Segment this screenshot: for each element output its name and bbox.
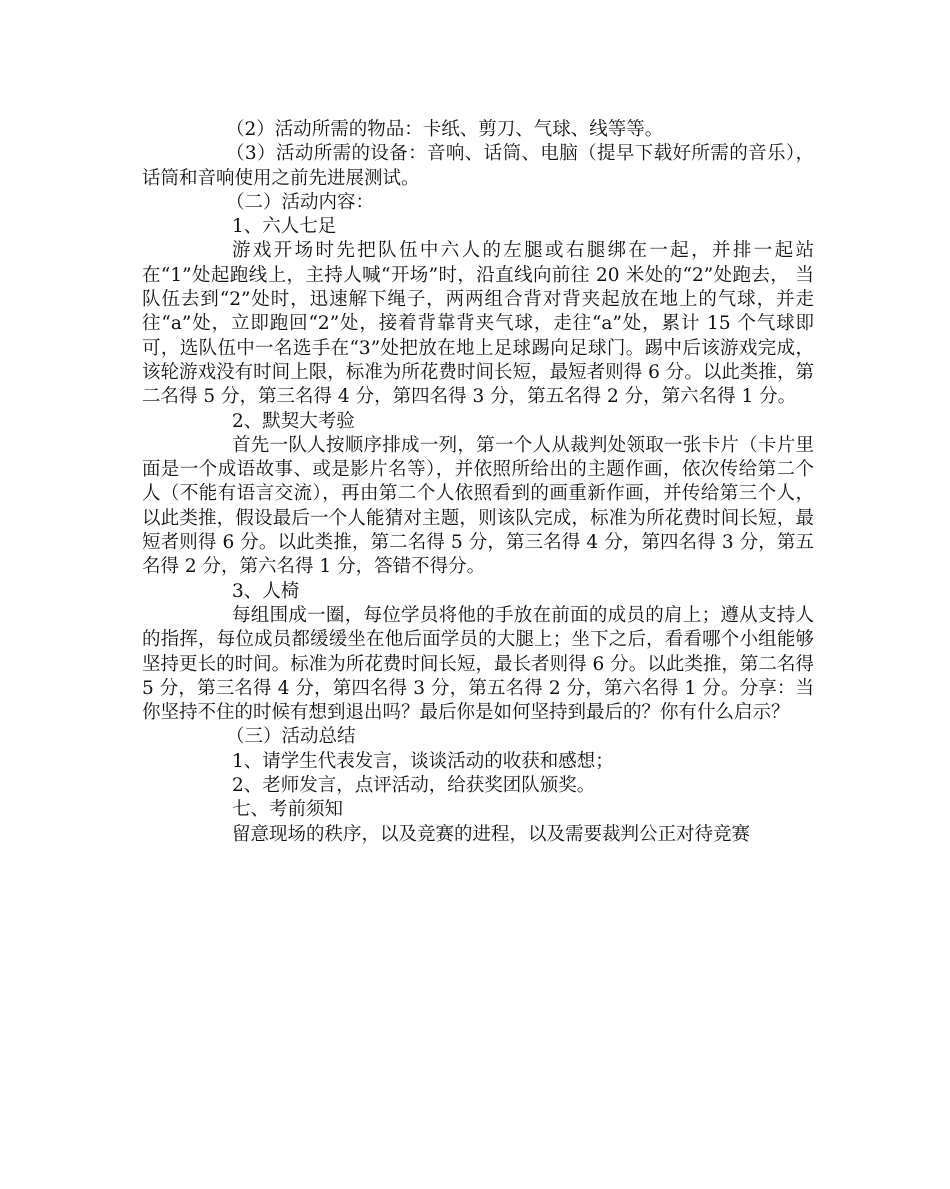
game-1-body: 游戏开场时先把队伍中六人的左腿或右腿绑在一起，并排一起站在“1”处起跑线上，主持人喊“开场”时，沿直线向前往 20 米处的“2”处跑去， 当队伍去到“2”处时，迅速解下绳子，两两组合背对背夹起放在地上的气球，并走往“a”处，立即跑回“2”处，接着背靠背夹气球，走往“a”处，累计 15 个气球即可，选队伍中一名选手在“3”处把放在地上足球踢向足球门。踢中后该游戏完成，该轮游戏没有时间上限，标准为所花费时间长短，最短者则得 6 分。以此类推，第二名得 5 分，第三名得 4 分，第四名得 3 分，第五名得 2 分，第六名得 1 分。	[142, 240, 814, 408]
game-1-title: 1、六人七足	[232, 216, 337, 238]
game-3-body: 每组围成一圈，每位学员将他的手放在前面的成员的肩上；遵从支持人的指挥，每位成员都缓缓坐在他后面学员的大腿上；坐下之后，看看哪个小组能够坚持更长的时间。标准为所花费时间长短，最长者则得 6 分。以此类推，第二名得 5 分，第三名得 4 分，第四名得 3 分，第五名得 2 分，第六名得 1 分。分享：当你坚持不住的时候有想到退出吗？最后你是如何坚持到最后的？你有什么启示？	[142, 604, 814, 724]
item-supplies: （2）活动所需的物品：卡纸、剪刀、气球、线等等。	[226, 119, 664, 140]
section-summary: （三）活动总结	[226, 726, 356, 748]
game-3-title: 3、人椅	[232, 580, 300, 602]
game-2-body: 首先一队人按顺序排成一列，第一个人从裁判处领取一张卡片（卡片里面是一个成语故事、或是影片名等），并依照所给出的主题作画，依次传给第二个人（不能有语言交流），再由第二个人依照看到的画重新作画，并传给第三个人，以此类推，假设最后一个人能猜对主题，则该队完成，标准为所花费时间长短，最短者则得 6 分。以此类推，第二名得 5 分，第三名得 4 分，第四名得 3 分，第五名得 2 分，第六名得 1 分，答错不得分。	[142, 434, 814, 578]
section-exam-notes: 七、考前须知	[232, 799, 344, 821]
document-body	[142, 118, 814, 847]
game-2-title: 2、默契大考验	[232, 410, 355, 432]
section-activity-content: （二）活动内容：	[226, 191, 375, 213]
exam-notes-body: 留意现场的秩序，以及竞赛的进程，以及需要裁判公正对待竞赛	[232, 823, 751, 845]
item-equipment: （3）活动所需的设备：音响、话筒、电脑（提早下载好所需的音乐），话筒和音响使用之前先进展测试。	[142, 143, 814, 189]
summary-2: 2、老师发言，点评活动，给获奖团队颁奖。	[232, 775, 596, 797]
summary-1: 1、请学生代表发言，谈谈活动的收获和感想；	[232, 750, 614, 772]
